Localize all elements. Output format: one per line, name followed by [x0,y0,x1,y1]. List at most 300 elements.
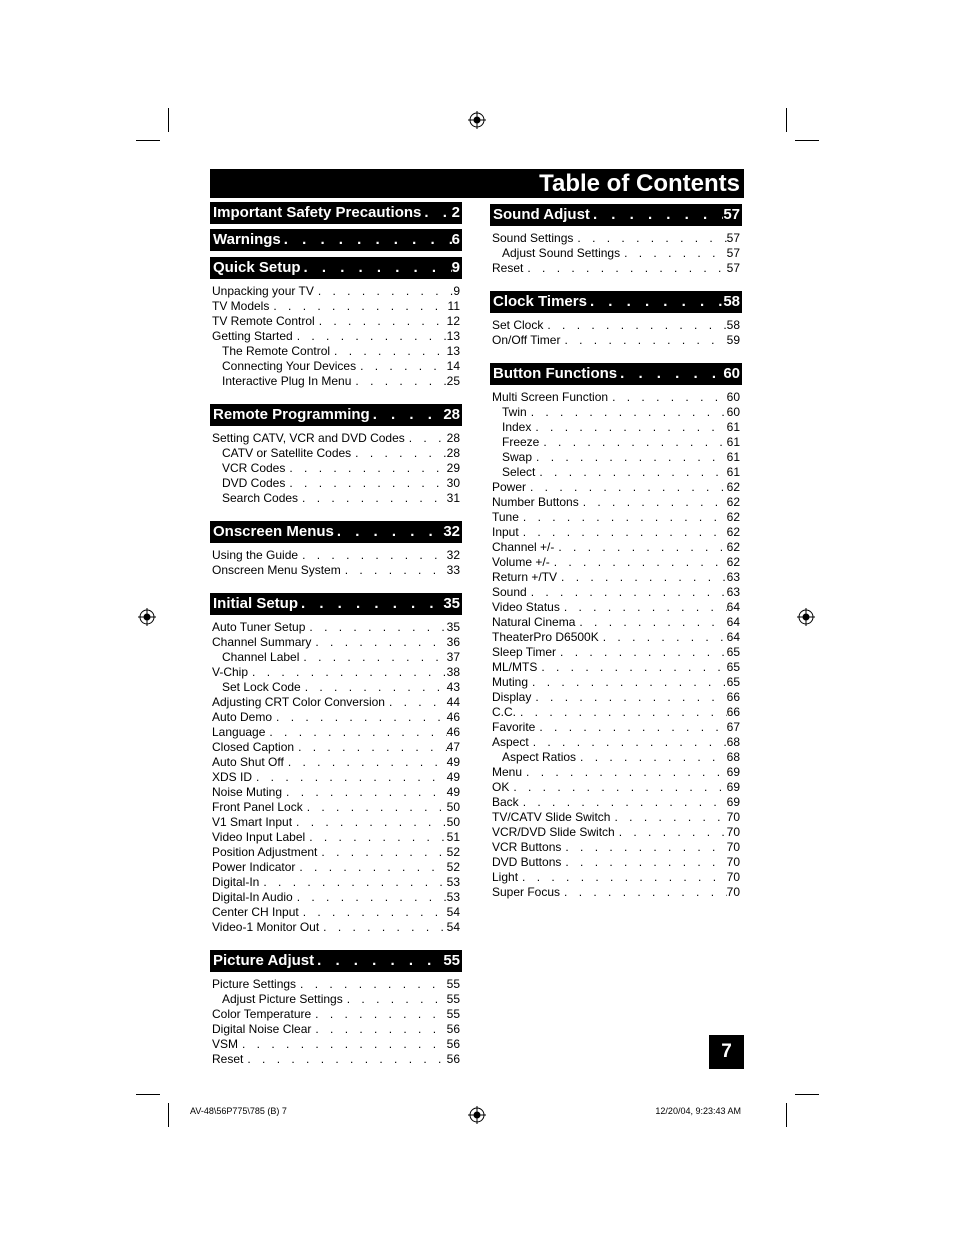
toc-entry[interactable] [210,491,462,506]
toc-entry[interactable] [210,635,462,650]
toc-entry[interactable] [210,992,462,1007]
section-heading[interactable] [490,204,742,226]
dot-leader [529,735,727,750]
dot-leader [575,615,726,630]
toc-left-column [210,202,462,1082]
dot-leader [523,261,726,276]
section-page-number: 9 [451,259,460,276]
page-number: 7 [709,1035,744,1069]
toc-section [490,204,742,276]
entry-page-number: 49 [446,785,460,799]
entry-page-number: 65 [726,645,740,659]
toc-section [210,950,462,1067]
entry-page-number: 55 [446,992,460,1006]
section-page-number: 57 [723,206,740,223]
toc-entry[interactable] [210,815,462,830]
entry-title: Aspect [492,735,529,749]
section-page-number: 55 [443,952,460,969]
section-heading[interactable] [210,229,462,251]
toc-entry[interactable] [490,825,742,840]
toc-entry[interactable] [490,333,742,348]
entry-title: Closed Caption [212,740,295,754]
toc-entry[interactable] [490,480,742,495]
toc-entry[interactable] [210,374,462,389]
toc-entry[interactable] [490,555,742,570]
toc-entry[interactable] [210,1022,462,1037]
section-heading[interactable] [210,257,462,279]
entry-page-number: 53 [446,875,460,889]
toc-entry[interactable] [490,840,742,855]
toc-entry[interactable] [210,665,462,680]
toc-entry[interactable] [210,695,462,710]
toc-entry[interactable] [210,770,462,785]
entry-page-number: 68 [726,735,740,749]
entry-title: Video Input Label [212,830,306,844]
toc-entry[interactable] [210,830,462,845]
entry-title: Sound Settings [492,231,574,245]
entry-title: V-Chip [212,665,249,679]
toc-entry[interactable] [210,725,462,740]
entry-title: DVD Codes [222,476,286,490]
dot-leader [537,660,726,675]
entry-page-number: 50 [446,815,460,829]
dot-leader [610,810,726,825]
dot-leader [526,480,727,495]
dot-leader [238,1037,447,1052]
toc-entry[interactable] [210,329,462,344]
entry-title: Set Lock Code [222,680,301,694]
section-page-number: 32 [443,523,460,540]
entry-title: TheaterPro D6500K [492,630,599,644]
toc-entry[interactable] [210,359,462,374]
toc-entry[interactable] [490,630,742,645]
dot-leader [293,329,447,344]
entry-title: Reset [212,1052,244,1066]
entry-page-number: 31 [446,491,460,505]
entry-page-number: 64 [726,615,740,629]
dot-leader [305,830,446,845]
entry-page-number: 66 [726,705,740,719]
entry-title: ML/MTS [492,660,538,674]
dot-leader [527,585,727,600]
toc-entry[interactable] [490,660,742,675]
entry-page-number: 55 [446,977,460,991]
dot-leader [301,680,447,695]
section-heading[interactable] [490,291,742,313]
entry-title: CATV or Satellite Codes [222,446,352,460]
entry-title: Freeze [502,435,540,449]
entry-page-number: 70 [726,840,740,854]
toc-entry[interactable] [210,680,462,695]
entry-title: Index [502,420,532,434]
toc-entry[interactable] [490,450,742,465]
entry-title: C.C. [492,705,516,719]
toc-entry[interactable] [210,860,462,875]
dot-leader [531,690,726,705]
toc-entry[interactable] [210,620,462,635]
entry-page-number: 32 [446,548,460,562]
entry-page-number: 52 [446,860,460,874]
entry-page-number: 49 [446,755,460,769]
toc-entry[interactable] [490,495,742,510]
entry-page-number: 43 [446,680,460,694]
dot-leader [334,521,443,543]
dot-leader [351,446,446,461]
entry-page-number: 66 [726,690,740,704]
dot-leader [385,695,447,710]
dot-leader [298,491,447,506]
entry-title: Adjusting CRT Color Conversion [212,695,385,709]
toc-section [210,593,462,935]
dot-leader [272,710,447,725]
section-title: Initial Setup [213,595,299,612]
toc-entry[interactable] [210,1037,462,1052]
dot-leader [296,977,447,992]
toc-entry[interactable] [490,690,742,705]
toc-entry[interactable] [210,710,462,725]
dot-leader [522,765,727,780]
entry-title: Swap [502,450,533,464]
toc-entry[interactable] [490,780,742,795]
toc-entry[interactable] [490,525,742,540]
entry-page-number: 30 [446,476,460,490]
toc-entry[interactable] [490,600,742,615]
toc-entry[interactable] [210,890,462,905]
dot-leader [561,840,726,855]
dot-leader [527,405,727,420]
dot-leader [421,202,451,224]
entry-title: VCR/DVD Slide Switch [492,825,615,839]
section-heading[interactable] [490,363,742,385]
dot-leader [305,620,446,635]
toc-entry[interactable] [490,540,742,555]
toc-entry[interactable] [490,246,742,261]
entry-page-number: 11 [447,299,460,313]
entry-title: Select [502,465,536,479]
toc-entry[interactable] [210,461,462,476]
toc-entry[interactable] [490,795,742,810]
dot-leader [281,229,452,251]
toc-entry[interactable] [490,720,742,735]
entry-page-number: 13 [446,329,460,343]
entry-title: VCR Buttons [492,840,562,854]
section-title: Quick Setup [213,259,301,276]
entry-title: Sound [492,585,527,599]
toc-entry[interactable] [210,299,462,314]
dot-leader [561,855,726,870]
entry-title: Search Codes [222,491,299,505]
toc-entry[interactable] [210,1007,462,1022]
entry-title: Twin [502,405,527,419]
entry-title: Reset [492,261,524,275]
entry-page-number: 36 [446,635,460,649]
dot-leader [620,246,727,261]
entry-title: The Remote Control [222,344,331,358]
section-heading[interactable] [210,593,462,615]
entry-title: TV Models [212,299,270,313]
dot-leader [573,231,726,246]
dot-leader [617,363,723,385]
dot-leader [550,555,727,570]
dot-leader [370,404,444,426]
section-heading[interactable] [210,521,462,543]
dot-leader [285,476,446,491]
section-page-number: 6 [451,231,460,248]
entry-page-number: 70 [726,810,740,824]
entry-title: Muting [492,675,529,689]
entry-page-number: 28 [446,446,460,460]
entry-page-number: 61 [726,450,740,464]
dot-leader [311,635,446,650]
toc-entry[interactable] [490,318,742,333]
toc-entry[interactable] [210,563,462,578]
page-title: Table of Contents [539,170,740,197]
entry-page-number: 56 [446,1052,460,1066]
toc-entry[interactable] [490,510,742,525]
entry-page-number: 62 [726,540,740,554]
toc-right-column [490,204,742,915]
section-page-number: 35 [443,595,460,612]
entry-page-number: 60 [726,390,740,404]
toc-entry[interactable] [210,548,462,563]
entry-title: Using the Guide [212,548,299,562]
entry-title: Sleep Timer [492,645,557,659]
dot-leader [314,284,453,299]
entry-title: Connecting Your Devices [222,359,357,373]
toc-entry[interactable] [210,785,462,800]
section-page-number: 60 [723,365,740,382]
dot-leader [599,630,727,645]
dot-leader [560,333,726,348]
dot-leader [265,725,446,740]
dot-leader [243,1052,446,1067]
toc-entry[interactable] [490,870,742,885]
dot-leader [314,950,443,972]
entry-title: Auto Tuner Setup [212,620,306,634]
registration-mark-icon [797,608,815,626]
section-page-number: 28 [443,406,460,423]
toc-entry[interactable] [490,645,742,660]
entry-page-number: 29 [446,461,460,475]
toc-entry[interactable] [490,261,742,276]
dot-leader [516,705,727,720]
toc-entry[interactable] [210,905,462,920]
entry-title: Picture Settings [212,977,297,991]
entry-page-number: 33 [446,563,460,577]
toc-entry[interactable] [490,855,742,870]
section-heading[interactable] [210,202,462,224]
toc-section [490,363,742,900]
entry-page-number: 14 [446,359,460,373]
dot-leader [294,740,447,755]
entry-page-number: 69 [726,765,740,779]
toc-entry[interactable] [210,344,462,359]
toc-entry[interactable] [210,314,462,329]
toc-entry[interactable] [210,977,462,992]
entry-title: Volume +/- [492,555,550,569]
footer-timestamp: 12/20/04, 9:23:43 AM [655,1106,741,1116]
toc-entry[interactable] [210,1052,462,1067]
entry-title: Back [492,795,519,809]
section-title: Picture Adjust [213,952,315,969]
entry-title: Color Temperature [212,1007,312,1021]
entry-page-number: 53 [446,890,460,904]
entry-page-number: 65 [726,660,740,674]
entry-title: Input [492,525,519,539]
toc-entry[interactable] [210,476,462,491]
toc-entry[interactable] [490,750,742,765]
dot-leader [319,920,446,935]
toc-entry[interactable] [490,735,742,750]
section-page-number: 58 [723,293,740,310]
dot-leader [269,299,447,314]
toc-entry[interactable] [210,284,462,299]
entry-page-number: 60 [726,405,740,419]
entry-title: DVD Buttons [492,855,562,869]
entry-page-number: 62 [726,480,740,494]
dot-leader [579,495,727,510]
toc-entry[interactable] [490,570,742,585]
dot-leader [282,785,447,800]
toc-entry[interactable] [490,810,742,825]
toc-entry[interactable] [210,800,462,815]
toc-entry[interactable] [490,405,742,420]
entry-title: Digital-In [212,875,260,889]
toc-entry[interactable] [490,675,742,690]
section-heading[interactable] [210,950,462,972]
entry-title: Multi Screen Function [492,390,609,404]
entry-page-number: 13 [446,344,460,358]
crop-mark [795,1094,819,1095]
entry-title: Aspect Ratios [502,750,577,764]
toc-entry[interactable] [490,465,742,480]
entry-title: Power [492,480,527,494]
dot-leader [248,665,447,680]
dot-leader [317,845,446,860]
toc-entry[interactable] [210,740,462,755]
toc-entry[interactable] [490,420,742,435]
toc-entry[interactable] [490,435,742,450]
section-title: Clock Timers [493,293,587,310]
entry-page-number: 54 [446,905,460,919]
dot-leader [299,905,447,920]
entry-page-number: 12 [446,314,460,328]
entry-page-number: 38 [446,665,460,679]
entry-page-number: 62 [726,495,740,509]
entry-page-number: 64 [726,600,740,614]
entry-title: Adjust Picture Settings [222,992,343,1006]
dot-leader [405,431,447,446]
dot-leader [311,1007,446,1022]
entry-page-number: 70 [726,870,740,884]
entry-page-number: 49 [446,770,460,784]
toc-entry[interactable] [210,650,462,665]
entry-title: Number Buttons [492,495,579,509]
section-title: Remote Programming [213,406,370,423]
entry-page-number: 63 [726,585,740,599]
dot-leader [543,318,726,333]
toc-entry[interactable] [490,765,742,780]
entry-page-number: 55 [446,1007,460,1021]
entry-page-number: 59 [726,333,740,347]
toc-entry[interactable] [210,431,462,446]
entry-title: Super Focus [492,885,561,899]
toc-entry[interactable] [490,885,742,900]
toc-section [210,404,462,506]
entry-page-number: 46 [446,710,460,724]
toc-entry[interactable] [210,755,462,770]
toc-entry[interactable] [210,446,462,461]
entry-page-number: 57 [726,261,740,275]
entry-title: Light [492,870,519,884]
dot-leader [615,825,727,840]
entry-title: VSM [212,1037,239,1051]
toc-entry[interactable] [210,875,462,890]
crop-mark [136,140,160,141]
entry-page-number: 35 [446,620,460,634]
dot-leader [576,750,727,765]
entry-title: Interactive Plug In Menu [222,374,352,388]
entry-page-number: 46 [446,725,460,739]
entry-title: Unpacking your TV [212,284,314,298]
dot-leader [535,465,726,480]
section-heading[interactable] [210,404,462,426]
toc-entry[interactable] [490,231,742,246]
dot-leader [519,510,727,525]
dot-leader [528,675,727,690]
dot-leader [343,992,447,1007]
entry-page-number: 62 [726,555,740,569]
toc-section [210,521,462,578]
entry-page-number: 28 [446,431,460,445]
dot-leader [303,800,447,815]
entry-title: Power Indicator [212,860,296,874]
entry-title: Onscreen Menu System [212,563,341,577]
toc-entry[interactable] [490,390,742,405]
entry-title: Digital-In Audio [212,890,293,904]
dot-leader [518,870,727,885]
entry-page-number: 62 [726,525,740,539]
crop-mark [786,108,787,132]
entry-title: OK [492,780,510,794]
dot-leader [356,359,447,374]
entry-page-number: 70 [726,825,740,839]
dot-leader [259,875,446,890]
entry-title: Noise Muting [212,785,283,799]
dot-leader [539,435,726,450]
dot-leader [560,885,727,900]
toc-entry[interactable] [210,920,462,935]
entry-title: Channel +/- [492,540,555,554]
entry-page-number: 57 [726,246,740,260]
toc-entry[interactable] [490,615,742,630]
dot-leader [556,645,727,660]
toc-entry[interactable] [490,705,742,720]
section-page-number: 2 [451,204,460,221]
crop-mark [168,1103,169,1127]
entry-page-number: 50 [446,800,460,814]
dot-leader [535,720,726,735]
dot-leader [298,593,443,615]
toc-entry[interactable] [210,845,462,860]
entry-title: VCR Codes [222,461,286,475]
dot-leader [587,291,723,313]
entry-page-number: 61 [726,420,740,434]
dot-leader [293,890,447,905]
entry-page-number: 63 [726,570,740,584]
toc-entry[interactable] [490,585,742,600]
entry-page-number: 47 [446,740,460,754]
